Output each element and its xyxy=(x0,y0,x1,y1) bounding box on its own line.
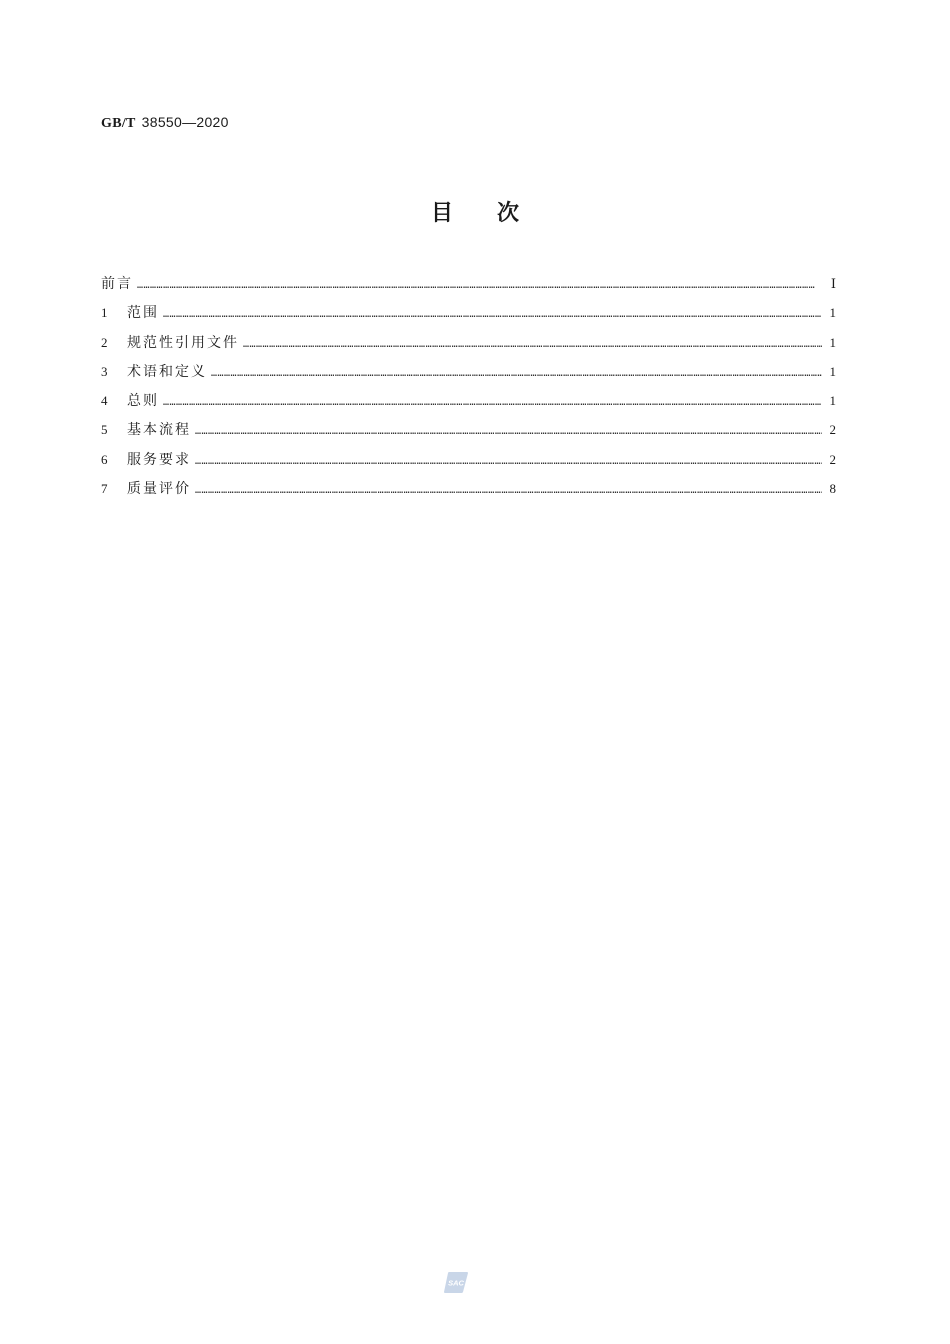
toc-entry-title: 服务要求 xyxy=(127,451,191,468)
toc-entry-4[interactable] xyxy=(101,391,836,420)
toc-leader-dots xyxy=(195,452,822,472)
toc-entry-number: 3 xyxy=(101,363,108,379)
toc-entry-page: 1 xyxy=(829,334,836,350)
toc-entry-page: 2 xyxy=(829,422,836,438)
toc-entry-1[interactable] xyxy=(101,303,836,332)
standard-code xyxy=(101,114,229,132)
toc-entry-title: 质量评价 xyxy=(127,481,191,498)
toc-entry-number: 7 xyxy=(101,481,108,497)
toc-entry-number: 2 xyxy=(101,334,108,350)
toc-entry-page: Ⅰ xyxy=(830,276,836,291)
toc-entry-title: 前言 xyxy=(101,276,133,292)
toc-entry-7[interactable] xyxy=(101,479,836,508)
svg-text:SAC: SAC xyxy=(448,1278,464,1288)
toc-entry-title: 范围 xyxy=(127,305,159,322)
toc-leader-dots xyxy=(195,481,822,501)
toc-entry-2[interactable] xyxy=(101,333,836,362)
standard-number: 38550—2020 xyxy=(141,114,229,130)
toc-entry-foreword[interactable] xyxy=(101,274,836,303)
sac-logo-icon xyxy=(443,1270,469,1294)
toc-entry-page: 1 xyxy=(829,363,836,379)
toc-entry-title: 术语和定义 xyxy=(127,363,207,380)
standard-prefix: GB/T xyxy=(101,116,136,131)
table-of-contents xyxy=(101,274,836,508)
toc-entry-title: 总则 xyxy=(127,393,159,410)
toc-leader-dots xyxy=(211,364,822,384)
toc-entry-page: 8 xyxy=(829,481,836,497)
toc-entry-page: 1 xyxy=(829,305,836,321)
toc-entry-number: 4 xyxy=(101,393,108,409)
toc-entry-number: 5 xyxy=(101,422,108,438)
toc-entry-3[interactable] xyxy=(101,362,836,391)
toc-entry-title: 规范性引用文件 xyxy=(127,334,239,351)
page-title: 目次 xyxy=(430,201,563,226)
toc-leader-dots xyxy=(137,276,822,296)
toc-leader-dots xyxy=(195,422,822,442)
toc-entry-page: 2 xyxy=(829,451,836,467)
toc-leader-dots xyxy=(243,335,822,355)
toc-entry-5[interactable] xyxy=(101,420,836,449)
toc-entry-number: 6 xyxy=(101,451,108,467)
toc-leader-dots xyxy=(163,305,822,325)
toc-entry-number: 1 xyxy=(101,305,108,321)
toc-entry-page: 1 xyxy=(829,393,836,409)
toc-leader-dots xyxy=(163,393,822,413)
toc-entry-title: 基本流程 xyxy=(127,422,191,439)
toc-entry-6[interactable] xyxy=(101,450,836,479)
